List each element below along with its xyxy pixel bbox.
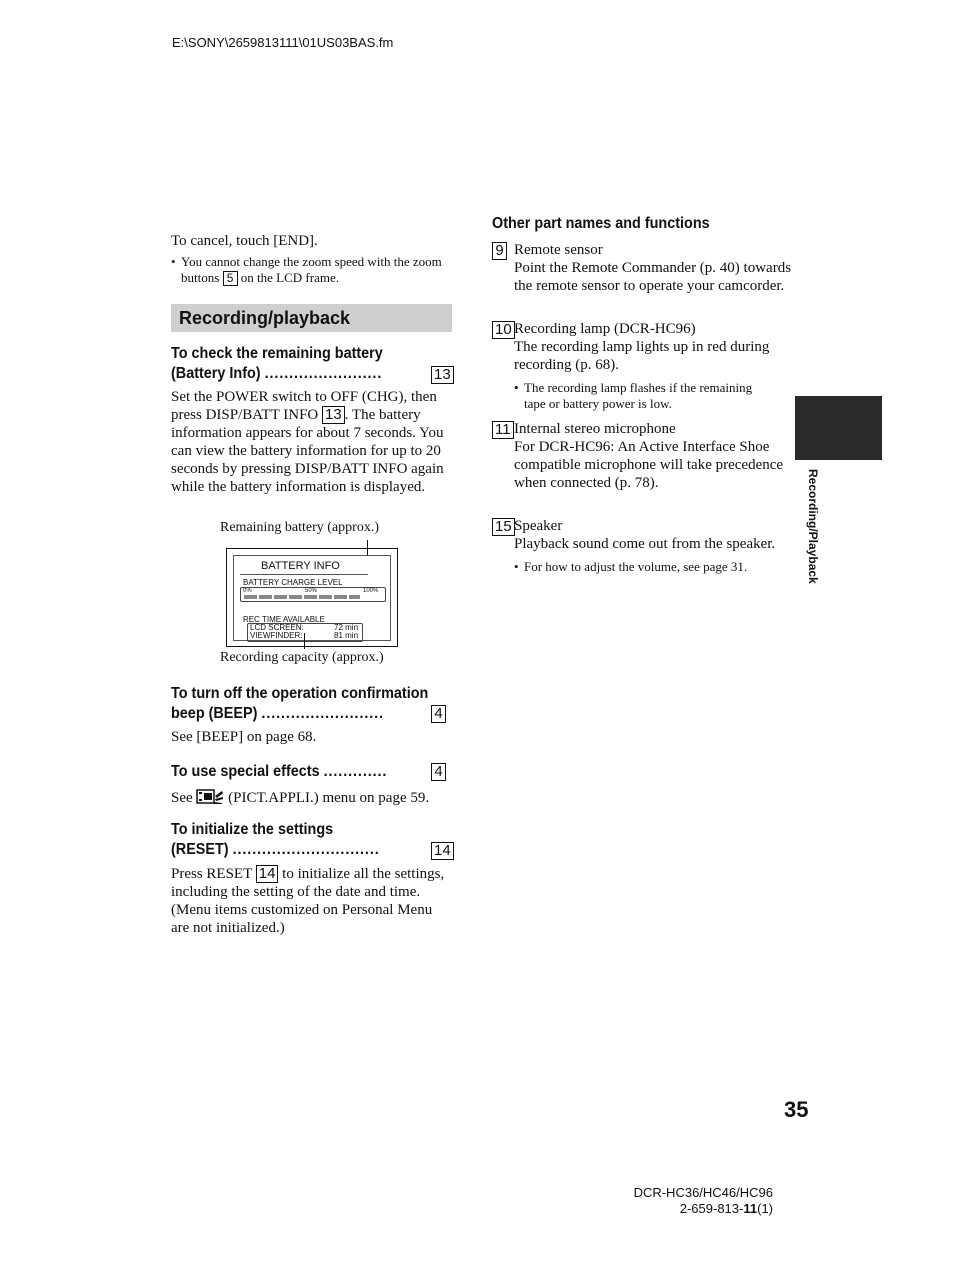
bullet: •: [171, 254, 176, 269]
other-parts-heading: Other part names and functions: [492, 215, 710, 232]
part-title: Speaker: [514, 518, 563, 534]
part-number-box: 4: [431, 763, 446, 781]
leader-dots: .........................: [261, 705, 384, 722]
scale-50: 50%: [305, 588, 318, 594]
part-item-15: [492, 517, 796, 575]
caption-remaining-battery: Remaining battery (approx.): [220, 520, 380, 535]
part-number-box: 13: [322, 406, 345, 424]
pict-appli-icon: [196, 788, 224, 805]
reset-body-c: (Menu items customized on Personal Menu are not initialized.): [171, 902, 433, 936]
model-code-a: 2-659-813-: [679, 1201, 744, 1216]
reset-heading-line1: To initialize the settings: [171, 821, 334, 838]
battery-heading-label: (Battery Info): [171, 365, 261, 382]
part-title: Remote sensor: [514, 242, 603, 258]
battery-body-a: Set the POWER switch to OFF (CHG), then press DISP/BATT INFO: [171, 389, 437, 423]
lcd-title: BATTERY INFO: [261, 560, 340, 572]
leader-dots: ..............................: [232, 841, 380, 858]
model-info: [620, 1185, 773, 1217]
zoom-note-text-b: on the LCD frame.: [240, 270, 339, 285]
part-number-box: 15: [492, 518, 515, 536]
battery-heading-line2: [171, 364, 382, 384]
rec-time-box: [247, 623, 363, 642]
viewfinder-value: 81 min: [334, 631, 359, 640]
battery-body-b: . The battery information appears for about 7 seconds. You can view the battery information for up to 20 seconds by pressing DISP/BATT INFO again while the battery information is displayed.: [171, 407, 444, 495]
effects-body: [171, 788, 429, 807]
model-code-b: 11: [743, 1201, 758, 1216]
part-number-box: 5: [223, 271, 238, 286]
part-title: Internal stereo microphone: [514, 421, 676, 437]
reset-body-a: Press RESET: [171, 866, 252, 882]
lcd-screen-value: 72 min: [334, 623, 359, 632]
part-body: Playback sound come out from the speaker.: [514, 536, 776, 552]
part-item-11: [492, 420, 796, 492]
bullet: •: [514, 380, 519, 395]
part-number-box: 13: [431, 366, 454, 384]
part-title: Recording lamp (DCR-HC96): [514, 321, 696, 337]
model-code-c: (1): [757, 1201, 773, 1216]
battery-body: [171, 388, 453, 496]
leader-dots: .............: [323, 763, 388, 780]
part-number-box: 14: [431, 842, 454, 860]
part-item-10: [492, 320, 796, 412]
bullet: •: [514, 559, 519, 574]
lcd-rec-label: REC TIME AVAILABLE: [243, 615, 325, 624]
lcd-inner-frame: [233, 555, 391, 641]
reset-heading-line2: [171, 840, 380, 860]
part-body: For DCR-HC96: An Active Interface Shoe compatible microphone will take precedence when connected (p. 78).: [514, 439, 784, 491]
zoom-note-text-a: You cannot change the zoom speed with the zoom buttons: [181, 254, 442, 285]
part-number-box: 10: [492, 321, 515, 339]
effects-heading-label: To use special effects: [171, 763, 320, 780]
battery-heading-line1: To check the remaining battery: [171, 345, 383, 362]
caption-recording-capacity: Recording capacity (approx.): [220, 650, 384, 665]
viewfinder-label: VIEWFINDER:: [250, 631, 303, 640]
section-title: Recording/playback: [179, 308, 351, 328]
reset-body-b: to initialize all the settings, including the setting of the date and time.: [171, 866, 445, 900]
part-note: [514, 380, 774, 412]
file-path: E:\SONY\2659813111\01US03BAS.fm: [172, 35, 394, 50]
leader-dots: ........................: [264, 365, 383, 382]
beep-body: See [BEEP] on page 68.: [171, 729, 317, 745]
side-tab-label: [806, 469, 820, 599]
reset-heading-label: (RESET): [171, 841, 229, 858]
side-tab-text: Recording/Playback: [806, 469, 820, 584]
part-note-text: For how to adjust the volume, see page 31.: [524, 559, 748, 574]
part-number-box: 4: [431, 705, 446, 723]
effects-body-b: (PICT.APPLI.) menu on page 59.: [228, 790, 430, 806]
model-line2: [620, 1201, 773, 1217]
beep-heading-line2: [171, 704, 384, 724]
side-tab-block: [795, 396, 882, 460]
part-number-box: 14: [256, 865, 279, 883]
battery-heading: [171, 344, 450, 364]
model-line1: DCR-HC36/HC46/HC96: [633, 1185, 773, 1200]
callout-line: [304, 633, 305, 649]
part-number-box: 11: [492, 421, 514, 439]
beep-heading-line1: To turn off the operation confirmation: [171, 685, 429, 702]
part-body: Point the Remote Commander (p. 40) towards the remote sensor to operate your camcorder.: [514, 260, 792, 294]
scale-100: 100%: [363, 588, 379, 594]
part-note: [514, 559, 774, 575]
effects-heading: [171, 762, 387, 782]
part-body: The recording lamp lights up in red during recording (p. 68).: [514, 339, 770, 373]
charge-level-fill: [244, 595, 360, 599]
part-note-text: The recording lamp flashes if the remaining tape or battery power is low.: [524, 380, 753, 411]
effects-body-a: See: [171, 790, 193, 806]
part-number-box: 9: [492, 242, 507, 260]
cancel-text: To cancel, touch [END].: [171, 233, 318, 249]
reset-body: [171, 865, 453, 937]
charge-level-frame: [240, 587, 386, 602]
lcd-divider: [240, 574, 368, 575]
part-item-9: [492, 241, 796, 295]
beep-heading-label: beep (BEEP): [171, 705, 258, 722]
zoom-note: [171, 254, 461, 286]
battery-info-screen: [226, 548, 398, 647]
lcd-screen-label: LCD SCREEN:: [250, 623, 304, 632]
charge-level-bar: [244, 595, 380, 599]
scale-0: 0%: [243, 588, 252, 594]
page-number: 35: [784, 1097, 809, 1122]
lcd-charge-label: BATTERY CHARGE LEVEL: [243, 578, 343, 587]
